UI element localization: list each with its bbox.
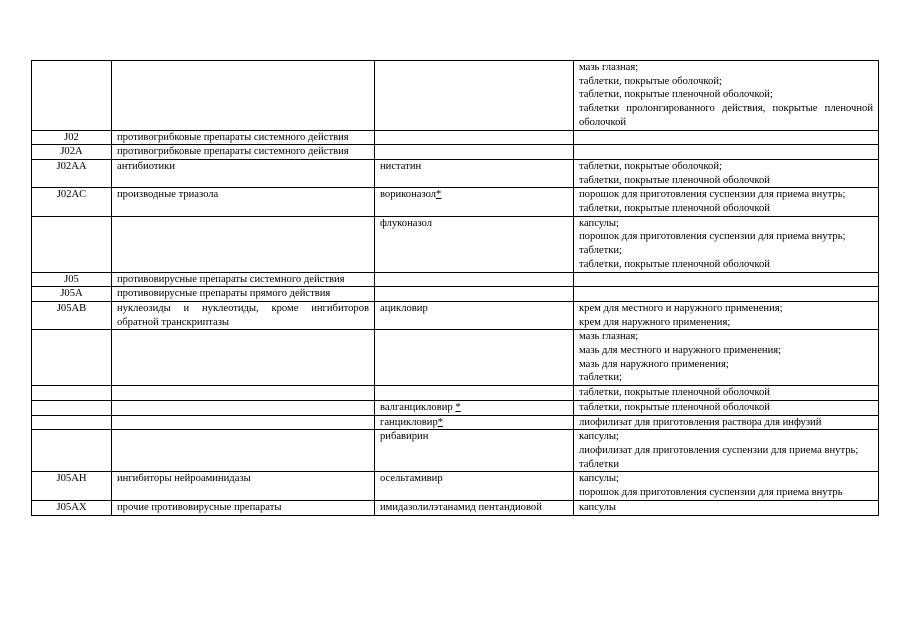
atc-code-cell xyxy=(32,216,112,272)
drug-name-cell xyxy=(375,61,574,131)
anatomical-therapeutic-group-cell: противовирусные препараты прямого действия xyxy=(112,287,375,302)
drug-name-cell xyxy=(375,301,574,329)
atc-code-cell: J05AB xyxy=(32,301,112,329)
dosage-forms-cell xyxy=(574,301,879,329)
drug-name-cell xyxy=(375,330,574,386)
anatomical-therapeutic-group-cell: противогрибковые препараты системного действия xyxy=(112,145,375,160)
drug-name: флуконазол xyxy=(380,217,433,229)
dosage-form-line: таблетки, покрытые пленочной оболочкой xyxy=(579,401,770,413)
drug-name-cell xyxy=(375,500,574,515)
dosage-forms-cell xyxy=(574,400,879,415)
dosage-form-line: таблетки, покрытые пленочной оболочкой xyxy=(579,174,770,186)
table-row xyxy=(32,386,879,401)
atc-code-cell: J02AA xyxy=(32,159,112,187)
atc-code-cell xyxy=(32,415,112,430)
table-row xyxy=(32,130,879,145)
footnote-mark: * xyxy=(455,401,461,413)
table-row xyxy=(32,500,879,515)
atc-code-cell: J05 xyxy=(32,272,112,287)
dosage-forms-cell xyxy=(574,472,879,500)
footnote-mark: * xyxy=(437,416,444,428)
anatomical-therapeutic-group-cell: производные триазола xyxy=(112,188,375,216)
anatomical-therapeutic-group-cell: ингибиторы нейроаминидазы xyxy=(112,472,375,500)
dosage-forms-cell xyxy=(574,145,879,160)
table-row xyxy=(32,159,879,187)
drug-name: имидазолилэтанамид пентандиовой xyxy=(380,501,542,513)
dosage-form-line: капсулы; xyxy=(579,473,619,485)
atc-code-cell xyxy=(32,61,112,131)
dosage-forms-cell xyxy=(574,330,879,386)
anatomical-therapeutic-group-cell: антибиотики xyxy=(112,159,375,187)
drug-name-cell xyxy=(375,386,574,401)
dosage-forms-cell xyxy=(574,216,879,272)
dosage-form-line: таблетки, покрытые оболочкой; xyxy=(579,160,722,172)
dosage-form-line: мазь глазная; xyxy=(579,62,639,73)
dosage-form-line: мазь глазная; xyxy=(579,331,639,343)
dosage-form-line: мазь для местного и наружного применения; xyxy=(579,345,782,357)
atc-code-cell: J05AX xyxy=(32,500,112,515)
dosage-form-line: порошок для приготовления суспензии для приема внутрь; xyxy=(579,189,846,201)
dosage-form-line: таблетки; xyxy=(579,372,622,384)
anatomical-therapeutic-group-cell xyxy=(112,415,375,430)
dosage-form-line: таблетки, покрытые оболочкой; xyxy=(579,75,722,87)
table-row xyxy=(32,61,879,131)
dosage-forms-cell xyxy=(574,188,879,216)
drug-name-cell xyxy=(375,216,574,272)
dosage-form-line: крем для местного и наружного применения; xyxy=(579,302,783,314)
drug-name: осельтамивир xyxy=(380,473,443,485)
dosage-forms-cell xyxy=(574,130,879,145)
drug-name-cell xyxy=(375,415,574,430)
atc-code-cell: J02AC xyxy=(32,188,112,216)
table-row xyxy=(32,330,879,386)
dosage-forms-cell xyxy=(574,272,879,287)
dosage-forms-cell xyxy=(574,430,879,472)
table-row xyxy=(32,472,879,500)
anatomical-therapeutic-group-cell xyxy=(112,216,375,272)
atc-code-cell: J05AH xyxy=(32,472,112,500)
dosage-form-line: таблетки, покрытые пленочной оболочкой; xyxy=(579,89,773,101)
dosage-form-line: лиофилизат для приготовления суспензии для приема внутрь; xyxy=(579,444,859,456)
drug-name: рибавирин xyxy=(380,431,429,443)
table-row xyxy=(32,400,879,415)
table-row xyxy=(32,415,879,430)
dosage-form-line: таблетки пролонгированного действия, покрытые пленочной оболочкой xyxy=(579,103,873,128)
drug-name: ганцикловир xyxy=(380,416,438,428)
dosage-form-line: таблетки, покрытые пленочной оболочкой xyxy=(579,203,770,215)
atc-code-cell xyxy=(32,330,112,386)
dosage-form-line: капсулы; xyxy=(579,431,619,443)
anatomical-therapeutic-group-cell xyxy=(112,430,375,472)
dosage-form-line: крем для наружного применения; xyxy=(579,316,731,328)
drug-name-cell xyxy=(375,159,574,187)
dosage-forms-cell xyxy=(574,500,879,515)
anatomical-therapeutic-group-cell: противовирусные препараты системного действия xyxy=(112,272,375,287)
dosage-forms-cell xyxy=(574,287,879,302)
dosage-form-line: таблетки xyxy=(579,458,620,470)
table-row xyxy=(32,216,879,272)
drug-name: ацикловир xyxy=(380,302,428,314)
table-row xyxy=(32,287,879,302)
drug-name-cell xyxy=(375,188,574,216)
atc-code-cell: J05A xyxy=(32,287,112,302)
dosage-form-line: таблетки; xyxy=(579,245,622,257)
drug-name: валганцикловир xyxy=(380,401,456,413)
anatomical-therapeutic-group-cell xyxy=(112,386,375,401)
dosage-form-line: таблетки, покрытые пленочной оболочкой xyxy=(579,387,770,399)
dosage-forms-cell xyxy=(574,415,879,430)
table-row xyxy=(32,188,879,216)
table-row xyxy=(32,145,879,160)
atc-code-cell xyxy=(32,386,112,401)
drug-name-cell xyxy=(375,287,574,302)
atc-code-cell xyxy=(32,400,112,415)
drug-name-cell xyxy=(375,272,574,287)
anatomical-therapeutic-group-cell: прочие противовирусные препараты xyxy=(112,500,375,515)
drug-classification-table xyxy=(31,60,879,516)
dosage-forms-cell xyxy=(574,61,879,131)
dosage-form-line: лиофилизат для приготовления раствора для инфузий xyxy=(579,416,822,428)
drug-name-cell xyxy=(375,472,574,500)
atc-code-cell xyxy=(32,430,112,472)
anatomical-therapeutic-group-cell: нуклеозиды и нуклеотиды, кроме ингибиторов обратной транскриптазы xyxy=(112,301,375,329)
atc-code-cell: J02 xyxy=(32,130,112,145)
dosage-form-line: порошок для приготовления суспензии для приема внутрь; xyxy=(579,231,846,243)
drug-name-cell xyxy=(375,145,574,160)
table-row xyxy=(32,430,879,472)
anatomical-therapeutic-group-cell: противогрибковые препараты системного действия xyxy=(112,130,375,145)
dosage-form-line: капсулы; xyxy=(579,217,619,229)
anatomical-therapeutic-group-cell xyxy=(112,400,375,415)
drug-name: нистатин xyxy=(380,160,422,172)
dosage-form-line: мазь для наружного применения; xyxy=(579,358,729,370)
table-body xyxy=(32,61,879,516)
dosage-form-line: таблетки, покрытые пленочной оболочкой xyxy=(579,258,770,270)
atc-code-cell: J02A xyxy=(32,145,112,160)
footnote-mark: * xyxy=(436,189,442,201)
anatomical-therapeutic-group-cell xyxy=(112,61,375,131)
table-row xyxy=(32,301,879,329)
anatomical-therapeutic-group-cell xyxy=(112,330,375,386)
drug-name-cell xyxy=(375,400,574,415)
dosage-form-line: порошок для приготовления суспензии для приема внутрь xyxy=(579,487,843,499)
table-row xyxy=(32,272,879,287)
dosage-form-line: капсулы xyxy=(579,501,617,513)
drug-name: вориконазол xyxy=(380,189,437,201)
drug-name-cell xyxy=(375,430,574,472)
dosage-forms-cell xyxy=(574,159,879,187)
dosage-forms-cell xyxy=(574,386,879,401)
drug-name-cell xyxy=(375,130,574,145)
